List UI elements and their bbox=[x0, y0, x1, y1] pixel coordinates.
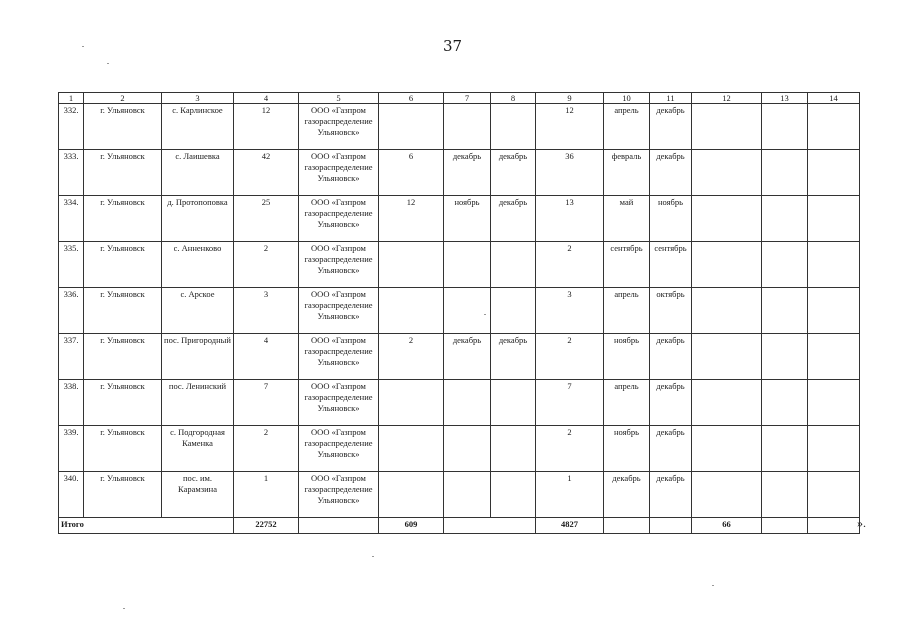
cell-c4: 42 bbox=[234, 150, 299, 196]
cell-c4: 2 bbox=[234, 242, 299, 288]
column-number-row bbox=[59, 93, 860, 104]
cell-col14 bbox=[808, 150, 860, 196]
cell-place: пос. Ленинский bbox=[162, 380, 234, 426]
table-row bbox=[59, 426, 860, 472]
cell-c7 bbox=[444, 426, 491, 472]
scan-speck bbox=[123, 608, 125, 609]
cell-c8: декабрь bbox=[491, 334, 536, 380]
cell-col12 bbox=[692, 334, 762, 380]
cell-city: г. Ульяновск bbox=[84, 242, 162, 288]
cell-c6: 2 bbox=[379, 334, 444, 380]
cell-c11: декабрь bbox=[650, 380, 692, 426]
cell-c7: ноябрь bbox=[444, 196, 491, 242]
cell-col13 bbox=[762, 426, 808, 472]
column-number-2: 2 bbox=[84, 93, 162, 104]
column-number-5: 5 bbox=[299, 93, 379, 104]
cell-c7 bbox=[444, 104, 491, 150]
cell-c8 bbox=[491, 104, 536, 150]
cell-c9: 2 bbox=[536, 242, 604, 288]
cell-col12 bbox=[692, 288, 762, 334]
cell-org: ООО «Газпром газораспределение Ульяновск» bbox=[299, 426, 379, 472]
cell-c7: декабрь bbox=[444, 150, 491, 196]
cell-num: 338. bbox=[59, 380, 84, 426]
cell-c4: 4 bbox=[234, 334, 299, 380]
cell-org: ООО «Газпром газораспределение Ульяновск» bbox=[299, 104, 379, 150]
cell-col12 bbox=[692, 380, 762, 426]
cell-org: ООО «Газпром газораспределение Ульяновск» bbox=[299, 150, 379, 196]
cell-c8 bbox=[491, 380, 536, 426]
cell-c7 bbox=[444, 472, 491, 518]
column-number-4: 4 bbox=[234, 93, 299, 104]
total-col4: 22752 bbox=[234, 518, 299, 534]
column-number-8: 8 bbox=[491, 93, 536, 104]
cell-place: с. Карлинское bbox=[162, 104, 234, 150]
cell-c11: сентябрь bbox=[650, 242, 692, 288]
column-number-14: 14 bbox=[808, 93, 860, 104]
cell-c8: декабрь bbox=[491, 150, 536, 196]
column-number-11: 11 bbox=[650, 93, 692, 104]
cell-c8 bbox=[491, 472, 536, 518]
cell-c4: 3 bbox=[234, 288, 299, 334]
cell-city: г. Ульяновск bbox=[84, 150, 162, 196]
column-number-6: 6 bbox=[379, 93, 444, 104]
column-number-9: 9 bbox=[536, 93, 604, 104]
column-number-12: 12 bbox=[692, 93, 762, 104]
cell-col14 bbox=[808, 104, 860, 150]
table-row bbox=[59, 288, 860, 334]
cell-c10: сентябрь bbox=[604, 242, 650, 288]
cell-col12 bbox=[692, 196, 762, 242]
cell-c7: декабрь bbox=[444, 334, 491, 380]
cell-c11: декабрь bbox=[650, 472, 692, 518]
cell-col14 bbox=[808, 472, 860, 518]
cell-col14 bbox=[808, 426, 860, 472]
cell-org: ООО «Газпром газораспределение Ульяновск» bbox=[299, 380, 379, 426]
column-number-3: 3 bbox=[162, 93, 234, 104]
table-row bbox=[59, 242, 860, 288]
cell-col13 bbox=[762, 242, 808, 288]
cell-num: 333. bbox=[59, 150, 84, 196]
total-col14 bbox=[808, 518, 860, 534]
cell-c9: 2 bbox=[536, 426, 604, 472]
cell-col14 bbox=[808, 334, 860, 380]
table-row bbox=[59, 334, 860, 380]
cell-c7 bbox=[444, 288, 491, 334]
table-row bbox=[59, 150, 860, 196]
cell-c11: декабрь bbox=[650, 104, 692, 150]
scan-speck bbox=[484, 314, 486, 315]
table-row bbox=[59, 380, 860, 426]
cell-c10: декабрь bbox=[604, 472, 650, 518]
cell-place: с. Лаишевка bbox=[162, 150, 234, 196]
cell-org: ООО «Газпром газораспределение Ульяновск» bbox=[299, 472, 379, 518]
cell-col14 bbox=[808, 380, 860, 426]
cell-c4: 25 bbox=[234, 196, 299, 242]
cell-num: 340. bbox=[59, 472, 84, 518]
cell-col12 bbox=[692, 104, 762, 150]
cell-c8 bbox=[491, 426, 536, 472]
cell-org: ООО «Газпром газораспределение Ульяновск» bbox=[299, 288, 379, 334]
cell-c6 bbox=[379, 104, 444, 150]
cell-place: пос. им. Карамзина bbox=[162, 472, 234, 518]
data-table bbox=[58, 92, 860, 534]
cell-num: 339. bbox=[59, 426, 84, 472]
total-col12: 66 bbox=[692, 518, 762, 534]
cell-c7 bbox=[444, 242, 491, 288]
total-label: Итого bbox=[59, 518, 234, 534]
total-col7-8 bbox=[444, 518, 536, 534]
total-row bbox=[59, 518, 860, 534]
total-col5 bbox=[299, 518, 379, 534]
total-col11 bbox=[650, 518, 692, 534]
cell-c9: 13 bbox=[536, 196, 604, 242]
table-row bbox=[59, 472, 860, 518]
cell-city: г. Ульяновск bbox=[84, 472, 162, 518]
cell-c10: апрель bbox=[604, 104, 650, 150]
cell-place: с. Анненково bbox=[162, 242, 234, 288]
cell-c11: декабрь bbox=[650, 150, 692, 196]
cell-c9: 2 bbox=[536, 334, 604, 380]
cell-c4: 12 bbox=[234, 104, 299, 150]
cell-c6 bbox=[379, 242, 444, 288]
cell-c9: 36 bbox=[536, 150, 604, 196]
cell-city: г. Ульяновск bbox=[84, 196, 162, 242]
cell-col13 bbox=[762, 472, 808, 518]
cell-c7 bbox=[444, 380, 491, 426]
cell-col12 bbox=[692, 150, 762, 196]
cell-org: ООО «Газпром газораспределение Ульяновск» bbox=[299, 334, 379, 380]
cell-city: г. Ульяновск bbox=[84, 426, 162, 472]
cell-c6 bbox=[379, 288, 444, 334]
cell-col13 bbox=[762, 104, 808, 150]
column-number-1: 1 bbox=[59, 93, 84, 104]
cell-c6 bbox=[379, 472, 444, 518]
cell-col12 bbox=[692, 242, 762, 288]
scan-speck bbox=[82, 46, 84, 47]
cell-c6 bbox=[379, 426, 444, 472]
cell-c11: ноябрь bbox=[650, 196, 692, 242]
cell-city: г. Ульяновск bbox=[84, 380, 162, 426]
closing-mark: ». bbox=[857, 516, 866, 530]
cell-num: 336. bbox=[59, 288, 84, 334]
cell-c9: 12 bbox=[536, 104, 604, 150]
cell-place: д. Протопоповка bbox=[162, 196, 234, 242]
cell-c8 bbox=[491, 242, 536, 288]
cell-col13 bbox=[762, 150, 808, 196]
cell-c8: декабрь bbox=[491, 196, 536, 242]
cell-c9: 7 bbox=[536, 380, 604, 426]
cell-c4: 7 bbox=[234, 380, 299, 426]
cell-c10: апрель bbox=[604, 288, 650, 334]
cell-col13 bbox=[762, 288, 808, 334]
cell-place: пос. Пригородный bbox=[162, 334, 234, 380]
cell-c10: февраль bbox=[604, 150, 650, 196]
cell-c6: 6 bbox=[379, 150, 444, 196]
cell-c11: декабрь bbox=[650, 426, 692, 472]
total-col13 bbox=[762, 518, 808, 534]
cell-c8 bbox=[491, 288, 536, 334]
cell-num: 332. bbox=[59, 104, 84, 150]
cell-c10: май bbox=[604, 196, 650, 242]
cell-c10: ноябрь bbox=[604, 334, 650, 380]
cell-c9: 3 bbox=[536, 288, 604, 334]
cell-place: с. Арское bbox=[162, 288, 234, 334]
cell-col12 bbox=[692, 426, 762, 472]
column-number-13: 13 bbox=[762, 93, 808, 104]
table-row bbox=[59, 104, 860, 150]
cell-num: 335. bbox=[59, 242, 84, 288]
cell-c9: 1 bbox=[536, 472, 604, 518]
total-col10 bbox=[604, 518, 650, 534]
cell-city: г. Ульяновск bbox=[84, 288, 162, 334]
total-col6: 609 bbox=[379, 518, 444, 534]
page-number: 37 bbox=[443, 37, 463, 55]
cell-num: 334. bbox=[59, 196, 84, 242]
total-col9: 4827 bbox=[536, 518, 604, 534]
cell-city: г. Ульяновск bbox=[84, 104, 162, 150]
cell-c4: 2 bbox=[234, 426, 299, 472]
cell-col14 bbox=[808, 242, 860, 288]
cell-c10: апрель bbox=[604, 380, 650, 426]
scan-speck bbox=[372, 556, 374, 557]
cell-c4: 1 bbox=[234, 472, 299, 518]
table-row bbox=[59, 196, 860, 242]
column-number-10: 10 bbox=[604, 93, 650, 104]
cell-col13 bbox=[762, 334, 808, 380]
cell-org: ООО «Газпром газораспределение Ульяновск» bbox=[299, 196, 379, 242]
cell-place: с. Подгородная Каменка bbox=[162, 426, 234, 472]
scan-speck bbox=[107, 63, 109, 64]
cell-col14 bbox=[808, 196, 860, 242]
cell-col13 bbox=[762, 196, 808, 242]
cell-col13 bbox=[762, 380, 808, 426]
cell-c11: декабрь bbox=[650, 334, 692, 380]
cell-col12 bbox=[692, 472, 762, 518]
column-number-7: 7 bbox=[444, 93, 491, 104]
cell-c6 bbox=[379, 380, 444, 426]
cell-num: 337. bbox=[59, 334, 84, 380]
cell-c10: ноябрь bbox=[604, 426, 650, 472]
scan-speck bbox=[712, 585, 714, 586]
cell-c6: 12 bbox=[379, 196, 444, 242]
cell-org: ООО «Газпром газораспределение Ульяновск» bbox=[299, 242, 379, 288]
cell-city: г. Ульяновск bbox=[84, 334, 162, 380]
cell-c11: октябрь bbox=[650, 288, 692, 334]
cell-col14 bbox=[808, 288, 860, 334]
